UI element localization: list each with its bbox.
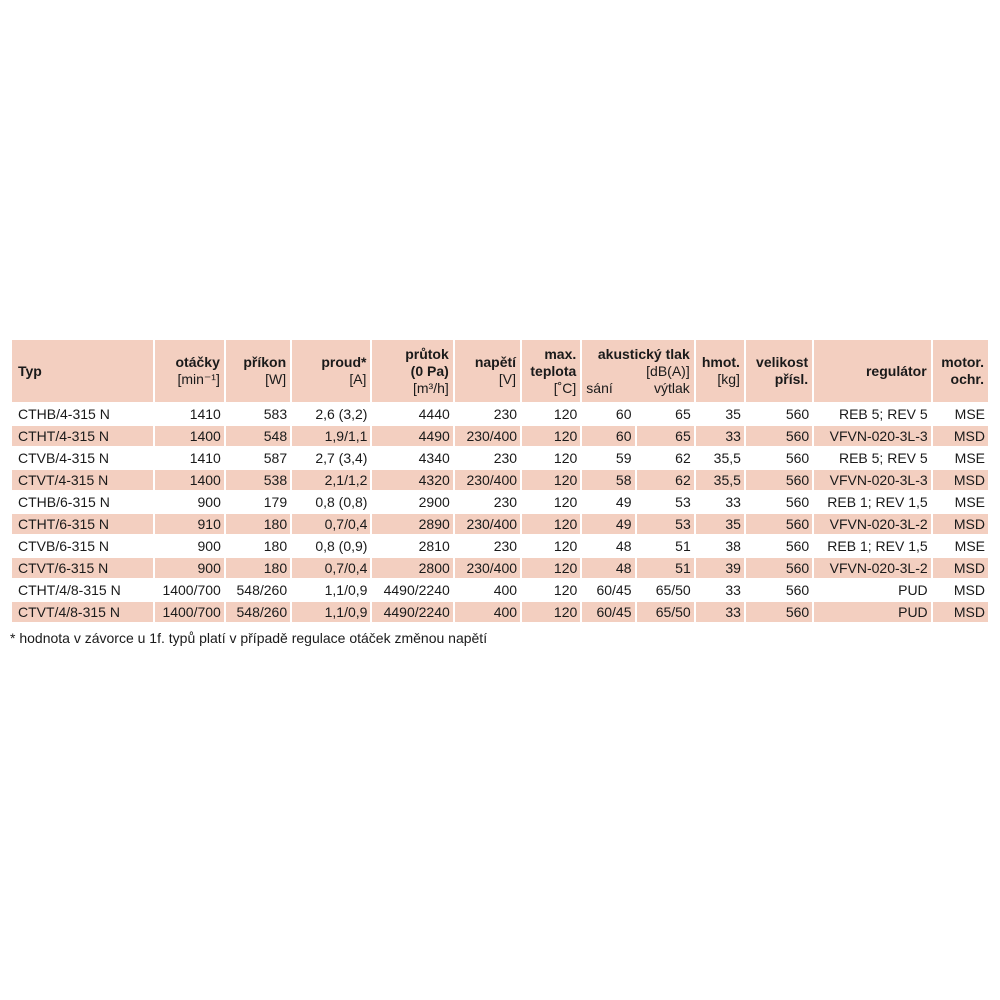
cell-hmot: 33 <box>696 426 744 446</box>
cell-teplota: 120 <box>522 580 580 600</box>
cell-typ: CTVT/4/8-315 N <box>12 602 153 622</box>
cell-typ: CTVB/6-315 N <box>12 536 153 556</box>
cell-prutok: 4490/2240 <box>372 602 452 622</box>
table-row <box>12 448 988 468</box>
cell-velikost: 560 <box>746 536 812 556</box>
cell-hmot: 33 <box>696 580 744 600</box>
table-row <box>12 404 988 424</box>
cell-prikon: 180 <box>226 536 290 556</box>
cell-prikon: 548/260 <box>226 602 290 622</box>
cell-teplota: 120 <box>522 558 580 578</box>
cell-regulator: REB 5; REV 5 <box>814 448 930 468</box>
cell-hmot: 38 <box>696 536 744 556</box>
header-typ: Typ <box>12 340 153 402</box>
cell-regulator: REB 5; REV 5 <box>814 404 930 424</box>
cell-vytlak: 62 <box>637 448 694 468</box>
cell-prikon: 180 <box>226 558 290 578</box>
cell-velikost: 560 <box>746 426 812 446</box>
header-otacky: otáčky [min⁻¹] <box>155 340 224 402</box>
cell-teplota: 120 <box>522 470 580 490</box>
table-row <box>12 536 988 556</box>
cell-otacky: 1410 <box>155 448 224 468</box>
cell-vytlak: 51 <box>637 558 694 578</box>
cell-proud: 2,7 (3,4) <box>292 448 370 468</box>
cell-otacky: 900 <box>155 536 224 556</box>
table-header <box>12 340 988 402</box>
cell-typ: CTHT/6-315 N <box>12 514 153 534</box>
cell-prikon: 548 <box>226 426 290 446</box>
akusticky-unit: [dB(A)] <box>646 362 690 379</box>
cell-prutok: 2800 <box>372 558 452 578</box>
cell-teplota: 120 <box>522 514 580 534</box>
cell-vytlak: 62 <box>637 470 694 490</box>
cell-sani: 58 <box>582 470 634 490</box>
header-teplota: max. teplota [˚C] <box>522 340 580 402</box>
cell-sani: 60/45 <box>582 602 634 622</box>
cell-napeti: 400 <box>455 580 520 600</box>
cell-hmot: 39 <box>696 558 744 578</box>
cell-sani: 60 <box>582 426 634 446</box>
cell-vytlak: 53 <box>637 514 694 534</box>
spec-sheet <box>10 338 990 646</box>
cell-prutok: 2810 <box>372 536 452 556</box>
footnote: * hodnota v závorce u 1f. typů platí v případě regulace otáček změnou napětí <box>10 630 488 646</box>
cell-napeti: 230/400 <box>455 558 520 578</box>
table-row <box>12 558 988 578</box>
cell-sani: 49 <box>582 492 634 512</box>
cell-velikost: 560 <box>746 514 812 534</box>
cell-napeti: 230/400 <box>455 470 520 490</box>
cell-vytlak: 65/50 <box>637 602 694 622</box>
cell-motor: MSE <box>933 536 988 556</box>
cell-otacky: 900 <box>155 492 224 512</box>
cell-prikon: 538 <box>226 470 290 490</box>
cell-sani: 60 <box>582 404 634 424</box>
cell-prutok: 4490 <box>372 426 452 446</box>
cell-typ: CTHB/4-315 N <box>12 404 153 424</box>
cell-motor: MSD <box>933 602 988 622</box>
cell-velikost: 560 <box>746 492 812 512</box>
table-body <box>12 404 988 622</box>
cell-regulator: VFVN-020-3L-2 <box>814 558 930 578</box>
cell-motor: MSD <box>933 470 988 490</box>
cell-proud: 1,9/1,1 <box>292 426 370 446</box>
cell-prutok: 4490/2240 <box>372 580 452 600</box>
cell-velikost: 560 <box>746 602 812 622</box>
cell-regulator: PUD <box>814 580 930 600</box>
table-row <box>12 492 988 512</box>
cell-motor: MSE <box>933 448 988 468</box>
cell-regulator: VFVN-020-3L-3 <box>814 470 930 490</box>
cell-regulator: VFVN-020-3L-3 <box>814 426 930 446</box>
cell-velikost: 560 <box>746 558 812 578</box>
cell-typ: CTHT/4/8-315 N <box>12 580 153 600</box>
cell-prikon: 180 <box>226 514 290 534</box>
cell-otacky: 1400/700 <box>155 602 224 622</box>
cell-otacky: 1400/700 <box>155 580 224 600</box>
cell-otacky: 910 <box>155 514 224 534</box>
header-proud: proud* [A] <box>292 340 370 402</box>
header-motor: motor. ochr. <box>933 340 988 402</box>
cell-prutok: 2900 <box>372 492 452 512</box>
cell-teplota: 120 <box>522 492 580 512</box>
cell-teplota: 120 <box>522 536 580 556</box>
cell-proud: 2,1/1,2 <box>292 470 370 490</box>
cell-motor: MSE <box>933 404 988 424</box>
header-velikost: velikost přísl. <box>746 340 812 402</box>
table-row <box>12 426 988 446</box>
cell-napeti: 230/400 <box>455 426 520 446</box>
cell-vytlak: 65/50 <box>637 580 694 600</box>
cell-proud: 2,6 (3,2) <box>292 404 370 424</box>
cell-motor: MSD <box>933 426 988 446</box>
cell-teplota: 120 <box>522 404 580 424</box>
cell-hmot: 33 <box>696 602 744 622</box>
cell-typ: CTVB/4-315 N <box>12 448 153 468</box>
cell-napeti: 230 <box>455 404 520 424</box>
cell-prutok: 4340 <box>372 448 452 468</box>
cell-regulator: REB 1; REV 1,5 <box>814 536 930 556</box>
cell-motor: MSD <box>933 558 988 578</box>
table-row <box>12 580 988 600</box>
cell-teplota: 120 <box>522 426 580 446</box>
cell-sani: 48 <box>582 536 634 556</box>
cell-prikon: 179 <box>226 492 290 512</box>
cell-prutok: 2890 <box>372 514 452 534</box>
header-hmot: hmot. [kg] <box>696 340 744 402</box>
cell-teplota: 120 <box>522 448 580 468</box>
cell-hmot: 35 <box>696 404 744 424</box>
cell-vytlak: 65 <box>637 426 694 446</box>
header-sani: sání <box>586 379 613 396</box>
cell-velikost: 560 <box>746 404 812 424</box>
cell-hmot: 35 <box>696 514 744 534</box>
cell-proud: 0,8 (0,8) <box>292 492 370 512</box>
cell-teplota: 120 <box>522 602 580 622</box>
header-akusticky-tlak <box>582 340 693 402</box>
cell-velikost: 560 <box>746 448 812 468</box>
cell-napeti: 230 <box>455 536 520 556</box>
cell-hmot: 35,5 <box>696 470 744 490</box>
cell-proud: 1,1/0,9 <box>292 580 370 600</box>
cell-proud: 0,7/0,4 <box>292 558 370 578</box>
cell-velikost: 560 <box>746 580 812 600</box>
cell-typ: CTHT/4-315 N <box>12 426 153 446</box>
cell-napeti: 400 <box>455 602 520 622</box>
cell-napeti: 230 <box>455 448 520 468</box>
cell-otacky: 1400 <box>155 426 224 446</box>
cell-sani: 48 <box>582 558 634 578</box>
table-row <box>12 602 988 622</box>
cell-proud: 0,7/0,4 <box>292 514 370 534</box>
cell-motor: MSE <box>933 492 988 512</box>
cell-motor: MSD <box>933 514 988 534</box>
header-prutok: průtok (0 Pa) [m³/h] <box>372 340 452 402</box>
header-vytlak: výtlak <box>653 379 690 396</box>
cell-sani: 49 <box>582 514 634 534</box>
cell-vytlak: 51 <box>637 536 694 556</box>
cell-proud: 0,8 (0,9) <box>292 536 370 556</box>
cell-velikost: 560 <box>746 470 812 490</box>
cell-otacky: 1400 <box>155 470 224 490</box>
header-regulator: regulátor <box>814 340 930 402</box>
cell-sani: 60/45 <box>582 580 634 600</box>
cell-typ: CTVT/4-315 N <box>12 470 153 490</box>
cell-prikon: 548/260 <box>226 580 290 600</box>
cell-prikon: 583 <box>226 404 290 424</box>
cell-typ: CTHB/6-315 N <box>12 492 153 512</box>
cell-sani: 59 <box>582 448 634 468</box>
cell-prikon: 587 <box>226 448 290 468</box>
cell-otacky: 1410 <box>155 404 224 424</box>
table-row <box>12 514 988 534</box>
cell-napeti: 230/400 <box>455 514 520 534</box>
akusticky-title: akustický tlak <box>597 345 690 362</box>
cell-proud: 1,1/0,9 <box>292 602 370 622</box>
cell-regulator: PUD <box>814 602 930 622</box>
header-prikon: příkon [W] <box>226 340 290 402</box>
cell-prutok: 4320 <box>372 470 452 490</box>
cell-hmot: 35,5 <box>696 448 744 468</box>
cell-regulator: REB 1; REV 1,5 <box>814 492 930 512</box>
cell-prutok: 4440 <box>372 404 452 424</box>
cell-typ: CTVT/6-315 N <box>12 558 153 578</box>
cell-vytlak: 53 <box>637 492 694 512</box>
cell-otacky: 900 <box>155 558 224 578</box>
header-napeti: napětí [V] <box>455 340 520 402</box>
cell-vytlak: 65 <box>637 404 694 424</box>
cell-napeti: 230 <box>455 492 520 512</box>
table-row <box>12 470 988 490</box>
fan-spec-table <box>10 338 990 624</box>
cell-motor: MSD <box>933 580 988 600</box>
cell-regulator: VFVN-020-3L-2 <box>814 514 930 534</box>
cell-hmot: 33 <box>696 492 744 512</box>
